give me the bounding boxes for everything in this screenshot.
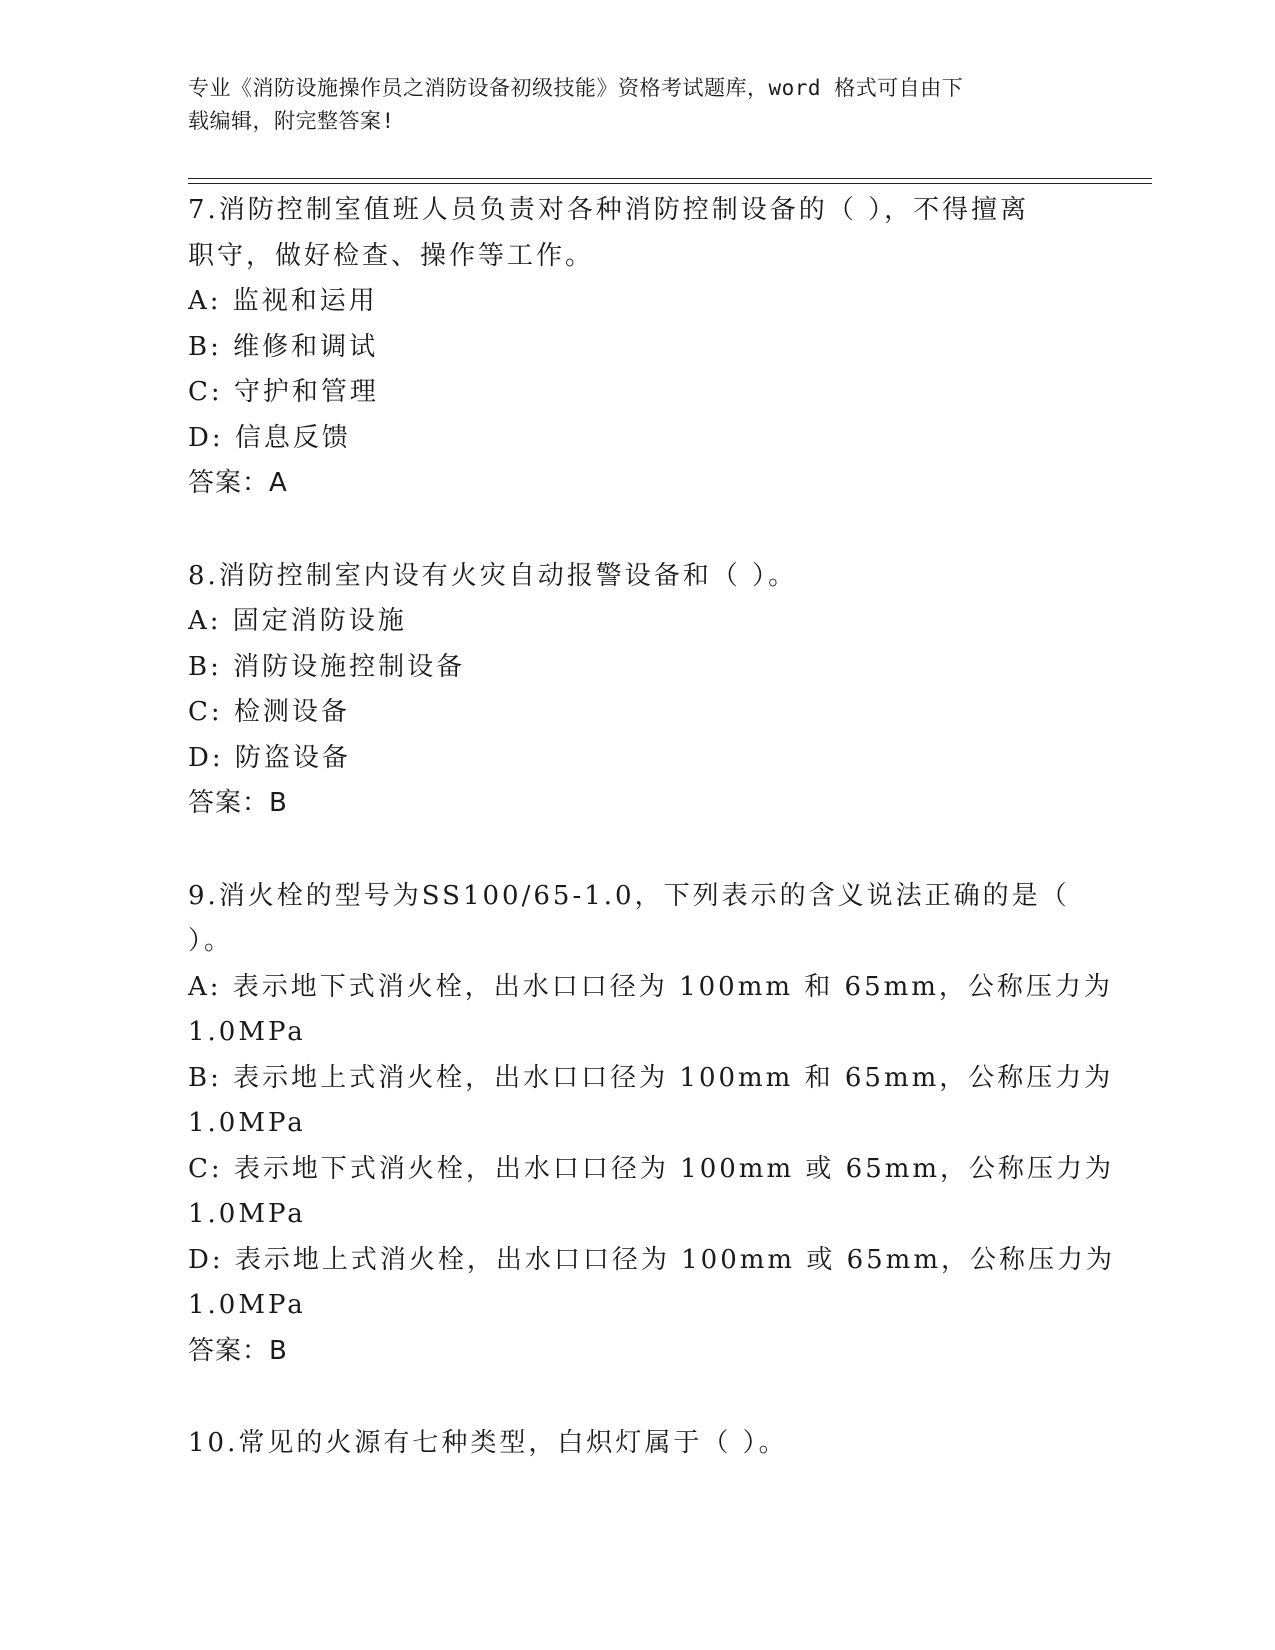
question-stem-line: 7.消防控制室值班人员负责对各种消防控制设备的（ ），不得擅离 [188,195,1030,225]
option-b: B: 维修和调试 [188,331,379,362]
question-9 [188,874,1115,1375]
option-c: C: 检测设备 [188,697,350,727]
document-header [188,72,1088,138]
answer-label: 答案：B [188,788,288,818]
question-spacer [188,1374,1088,1421]
header-line-2: 载编辑，附完整答案! [188,109,395,133]
option-a-continued: 1.0MPa [188,1017,306,1047]
question-stem-line: 10.常见的火源有七种类型，白炽灯属于（ ）。 [188,1428,788,1458]
header-divider-top [188,178,1152,179]
option-b: B: 消防设施控制设备 [188,651,466,682]
header-divider-bottom [188,183,1152,184]
header-line-1: 专业《消防设施操作员之消防设备初级技能》资格考试题库，word 格式可自由下 [188,76,964,100]
answer-label: 答案：A [188,468,288,498]
option-d: D: 表示地上式消火栓，出水口口径为 100mm 或 65mm，公称压力为 [188,1244,1115,1275]
option-d: D: 防盗设备 [188,742,351,773]
question-stem-line: ）。 [188,926,234,956]
option-c: C: 表示地下式消火栓，出水口口径为 100mm 或 65mm，公称压力为 [188,1153,1115,1184]
option-c: C: 守护和管理 [188,377,379,407]
option-d-continued: 1.0MPa [188,1290,306,1320]
question-stem-line: 9.消火栓的型号为SS100/65-1.0，下列表示的含义说法正确的是（ [188,880,1070,911]
option-c-continued: 1.0MPa [188,1199,306,1229]
question-list [188,188,1115,1467]
answer-label: 答案：B [188,1335,288,1366]
option-a: A: 监视和运用 [188,286,378,316]
question-7 [188,188,1088,507]
question-8 [188,554,1088,827]
option-b: B: 表示地上式消火栓，出水口口径为 100mm 和 65mm，公称压力为 [188,1062,1114,1093]
question-spacer [188,507,1088,554]
question-10 [188,1421,1088,1467]
question-stem-line: 8.消防控制室内设有火灾自动报警设备和（ ）。 [188,560,798,591]
option-b-continued: 1.0MPa [188,1108,306,1138]
option-a: A: 表示地下式消火栓，出水口口径为 100mm 和 65mm，公称压力为 [188,971,1113,1002]
question-stem-line: 职守，做好检查、操作等工作。 [188,240,595,271]
option-a: A: 固定消防设施 [188,606,407,636]
option-d: D: 信息反馈 [188,422,351,453]
question-spacer [188,827,1088,874]
